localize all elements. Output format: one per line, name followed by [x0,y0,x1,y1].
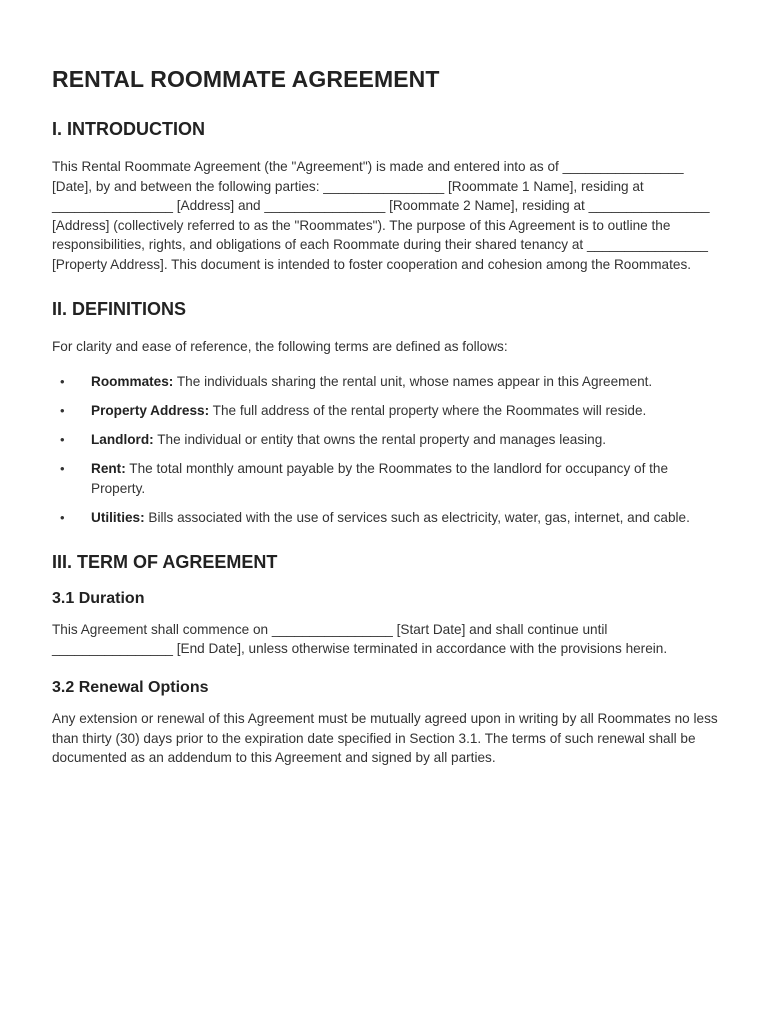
definition-term: Rent: [91,461,126,477]
definition-text: The full address of the rental property where the Roommates will reside. [209,403,647,419]
definitions-intro: For clarity and ease of reference, the following terms are defined as follows: [52,338,508,354]
section-definitions [52,299,722,528]
list-item [52,401,722,421]
section-heading-term: III. TERM OF AGREEMENT [52,551,278,572]
subsection-heading-duration: 3.1 Duration [52,589,145,607]
definition-term: Landlord: [91,432,154,448]
definition-term: Utilities: [91,510,145,526]
definition-text: The total monthly amount payable by the Roommates to the landlord for occupancy of the Property. [91,461,669,497]
list-item [52,508,722,528]
definitions-list [52,372,722,528]
definition-text: The individual or entity that owns the rental property and manages leasing. [153,432,607,448]
definition-term: Property Address: [91,403,210,419]
bullet-icon: • [60,432,65,448]
subsection-duration [52,590,722,659]
bullet-icon: • [60,461,65,477]
renewal-paragraph: Any extension or renewal of this Agreement must be mutually agreed upon in writing by all Roommates no less than thirty (30) days prior to the expiration date specified in Section 3.1. The terms of such renewal shall be documented as an addendum to this Agreement and signed by all parties. [52,710,718,766]
section-heading-definitions: II. DEFINITIONS [52,298,187,319]
definition-text: The individuals sharing the rental unit, whose names appear in this Agreement. [173,374,653,390]
definition-term: Roommates: [91,374,174,390]
section-term-of-agreement [52,552,722,768]
subsection-heading-renewal: 3.2 Renewal Options [52,678,209,696]
duration-paragraph: This Agreement shall commence on ________________ [Start Date] and shall continue until ________________ [End Date], unless otherwise terminated in accordance with the provisions herein. [52,621,668,657]
bullet-icon: • [60,510,65,526]
bullet-icon: • [60,403,65,419]
list-item [52,372,722,392]
section-introduction [52,119,722,275]
section-heading-introduction: I. INTRODUCTION [52,119,205,139]
document-page [52,66,722,792]
bullet-icon: • [60,374,65,390]
definition-text: Bills associated with the use of services such as electricity, water, gas, internet, and cable. [144,510,690,526]
list-item [52,430,722,450]
introduction-paragraph: This Rental Roommate Agreement (the "Agreement") is made and entered into as of ________________ [Date], by and between the following parties: ________________ [Roommate 1 Name], residing at ________________ [Address] and ________________ [Roommate 2 Name], residing at ________________ [Address] (collectively referred to as the "Roommates"). The purpose of this Agreement is to outline the responsibilities, rights, and obligations of each Roommate during their shared tenancy at ________________ [Property Address]. This document is intended to foster cooperation and cohesion among the Roommates. [52,159,710,272]
document-title: RENTAL ROOMMATE AGREEMENT [52,66,440,92]
list-item [52,459,722,498]
subsection-renewal [52,679,722,768]
